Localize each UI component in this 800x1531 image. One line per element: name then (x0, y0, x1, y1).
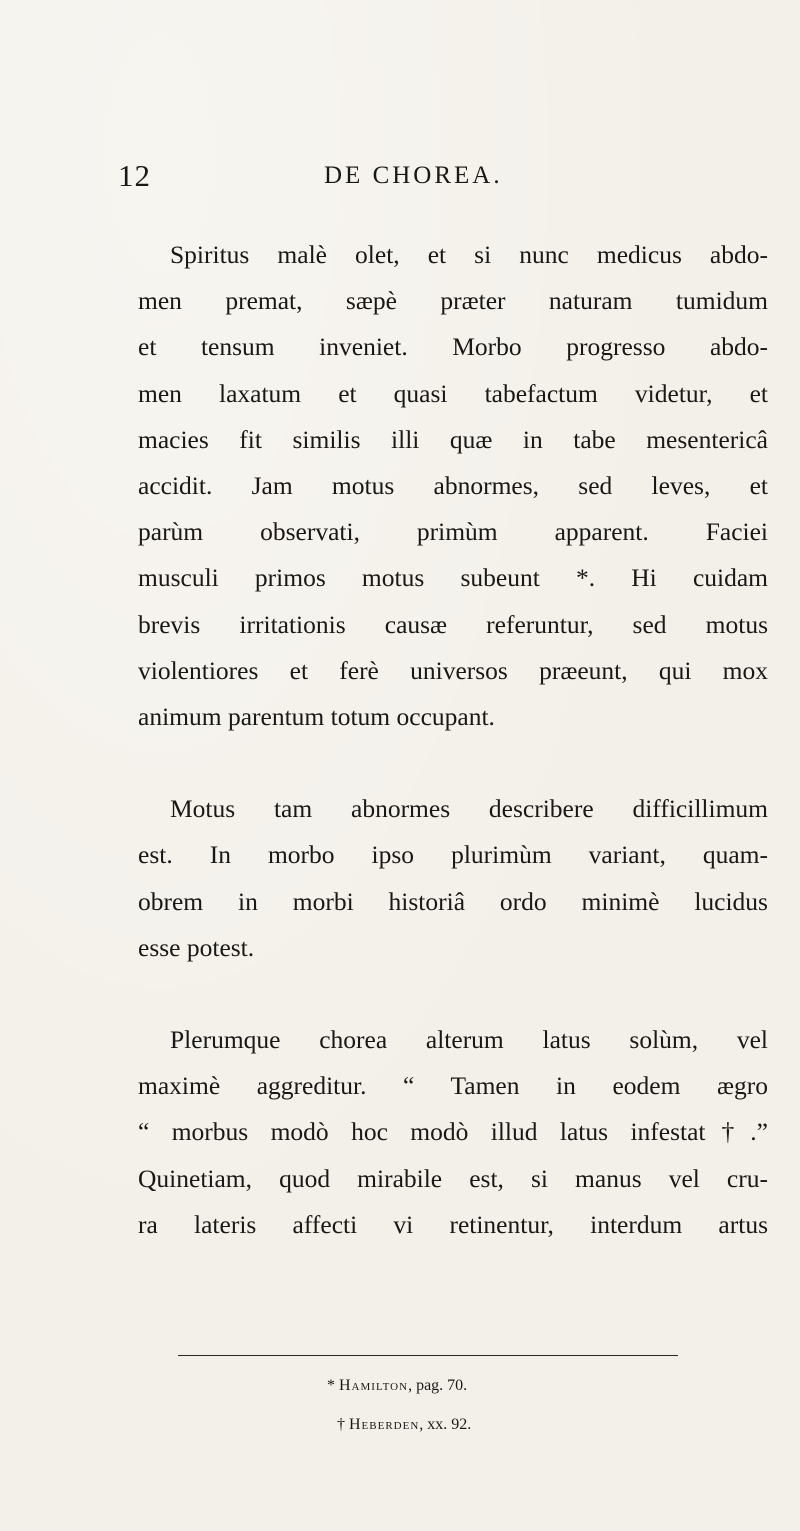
paragraph (138, 786, 768, 971)
footnote (337, 1416, 471, 1434)
text-line: Spiritus malè olet, et si nunc medicus abdo- (170, 240, 768, 269)
footnote (327, 1377, 467, 1395)
footnote-mark: † (337, 1416, 345, 1433)
page-number: 12 (118, 158, 151, 193)
text-line: animum parentum totum occupant. (138, 702, 495, 732)
text-line: est. In morbo ipso plurimùm variant, quam- (138, 840, 768, 870)
text-line: Quinetiam, quod mirabile est, si manus vel cru- (138, 1163, 768, 1193)
text-line: et tensum inveniet. Morbo progresso abdo- (138, 332, 768, 362)
footnote-reference: , pag. 70. (408, 1377, 468, 1394)
body-text (138, 232, 768, 1294)
running-title: DE CHOREA. (324, 162, 503, 189)
text-line: men laxatum et quasi tabefactum videtur, et (138, 378, 768, 408)
footnote-author: Heberden (349, 1416, 420, 1433)
text-line: Motus tam abnormes describere difficillimum (170, 794, 768, 824)
text-line: Plerumque chorea alterum latus solùm, vel (170, 1025, 768, 1055)
footnote-rule (178, 1355, 678, 1356)
text-line: ra lateris affecti vi retinentur, interdum artus (138, 1209, 768, 1239)
text-line: brevis irritationis causæ referuntur, sed motus (138, 609, 768, 639)
text-line: maximè aggreditur. “ Tamen in eodem ægro (138, 1071, 768, 1101)
footnote-author: Hamilton (339, 1377, 409, 1394)
text-line: macies fit similis illi quæ in tabe mesentericâ (138, 424, 768, 454)
text-line: “ morbus modò hoc modò illud latus infestat†.” (138, 1117, 768, 1147)
text-line: accidit. Jam motus abnormes, sed leves, et (138, 471, 768, 501)
paragraph (138, 232, 768, 740)
text-line: men premat, sæpè præter naturam tumidum (138, 286, 768, 316)
footnote-reference: , xx. 92. (419, 1416, 472, 1433)
text-line: musculi primos motus subeunt *. Hi cuidam (138, 563, 768, 593)
footnote-mark: * (327, 1377, 335, 1394)
paragraph (138, 1017, 768, 1248)
text-line: obrem in morbi historiâ ordo minimè lucidus (138, 886, 768, 916)
running-head (118, 158, 678, 198)
text-line: esse potest. (138, 932, 255, 962)
text-line: parùm observati, primùm apparent. Faciei (138, 517, 768, 547)
text-line: violentiores et ferè universos præeunt, qui mox (138, 655, 768, 685)
